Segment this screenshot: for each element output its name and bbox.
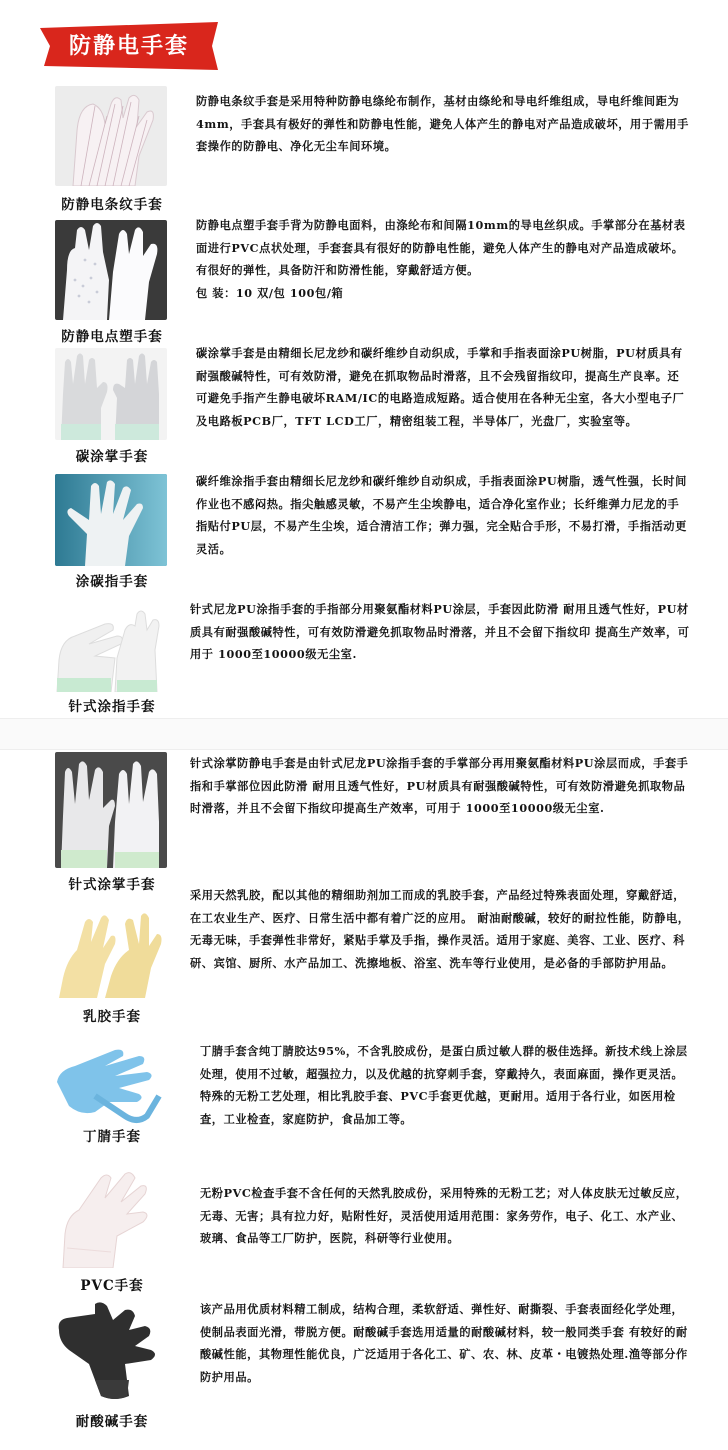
packaging-text: 包 装：10 双/包 100包/箱 bbox=[196, 285, 344, 300]
description-text: 针式尼龙PU涂指手套的手指部分用聚氨酯材料PU涂层，手套因此防滑 耐用且透气性好，PU材质具有耐强酸碱特性，可有效防滑避免抓取物品时滑落，并且不会留下指纹印 提高生产效率，可用于 1000至10000级无尘室. bbox=[190, 602, 690, 661]
description-text: 针式涂掌防静电手套是由针式尼龙PU涂指手套的手掌部分再用聚氨酯材料PU涂层而成，手套手指和手掌部位因此防滑 耐用且透气性好，PU材质具有耐强酸碱特性，可有效防滑避免抓取物品时滑落，并且不会留下指纹印提高生产效率，可用于 1000至10000级无尘室. bbox=[190, 756, 689, 815]
product-description bbox=[196, 214, 690, 304]
product-description bbox=[200, 1298, 692, 1388]
product-name: 耐酸碱手套 bbox=[75, 1414, 149, 1430]
description-text: 防静电点塑手套手背为防静电面料，由涤纶布和间隔10mm的导电丝织成。手掌部分在基材表面进行PVC点状处理，手套套具有很好的防静电性能，避免人体产生的静电对产品造成破坏。有很好的弹性，具备防汗和防滑性能，穿戴舒适方便。 bbox=[196, 218, 686, 277]
product-description bbox=[190, 884, 692, 974]
section-divider bbox=[0, 718, 728, 750]
product-name: 针式涂掌手套 bbox=[68, 877, 156, 893]
product-name: 防静电条纹手套 bbox=[61, 197, 163, 213]
product-photo-acid bbox=[55, 1300, 167, 1402]
product-photo-pvc bbox=[55, 1168, 167, 1268]
product-description bbox=[200, 1182, 692, 1250]
product-name: 针式涂指手套 bbox=[68, 699, 156, 715]
product-name: 碳涂掌手套 bbox=[75, 449, 149, 465]
product-photo-carbon-palm bbox=[55, 348, 167, 440]
product-name: 丁腈手套 bbox=[83, 1129, 141, 1145]
product-description bbox=[196, 470, 690, 560]
product-name: 涂碳指手套 bbox=[75, 574, 149, 590]
description-text: 该产品用优质材料精工制成，结构合理，柔软舒适、弹性好、耐撕裂、手套表面经化学处理，使制品表面光滑，带脱方便。耐酸碱手套选用适量的耐酸碱材料，较一般同类手套 有较好的耐酸碱性能，其物理性能优良，广泛适用于各化工、矿、农、林、皮革・电镀热处理.渔等部分作防护用品。 bbox=[200, 1302, 688, 1384]
product-photo-dotted bbox=[55, 220, 167, 320]
description-text: 碳纤维涂指手套由精细长尼龙纱和碳纤维纱自动织成，手指表面涂PU树脂，透气性强，长时间作业也不感闷热。指尖触感灵敏，不易产生尘埃静电，适合净化室作业；长纤维弹力尼龙的手指贴付PU层，不易产生尘埃，适合清洁工作；弹力强，完全贴合手形，不易打滑，手指活动更灵活。 bbox=[196, 474, 687, 556]
product-photo-striped bbox=[55, 86, 167, 186]
product-photo-latex bbox=[55, 898, 167, 998]
product-description bbox=[190, 598, 692, 666]
product-photo-pu-palm bbox=[55, 752, 167, 868]
description-text: 采用天然乳胶，配以其他的精细助剂加工而成的乳胶手套，产品经过特殊表面处理，穿戴舒适，在工农业生产、医疗、日常生活中都有着广泛的应用。 耐油耐酸碱，较好的耐拉性能，防静电，无毒无味，手套弹性非常好，紧贴手掌及手指，操作灵活。适用于家庭、美容、工业、医疗、科研、宾馆、厨所、水产品加工、洗擦地板、浴室、洗车等行业使用，是必备的手部防护用品。 bbox=[190, 888, 690, 970]
product-name: PVC手套 bbox=[80, 1278, 144, 1294]
product-description bbox=[196, 342, 690, 432]
description-text: 防静电条纹手套是采用特种防静电绦纶布制作，基材由绦纶和导电纤维组成，导电纤维间距为4mm，手套具有极好的弹性和防静电性能，避免人体产生的静电对产品造成破坏，用于需用手套操作的防静电、净化无尘车间环境。 bbox=[196, 94, 689, 153]
product-description bbox=[196, 90, 690, 158]
page-title: 防静电手套 bbox=[68, 33, 189, 59]
product-photo-nitrile bbox=[55, 1036, 167, 1126]
description-text: 丁腈手套含纯丁腈胶达95%，不含乳胶成份，是蛋白质过敏人群的极佳选择。新技术线上涂层处理，使用不过敏，超强拉力，以及优越的抗穿刺手套，穿戴持久，表面麻面，操作更灵活。特殊的无粉工艺处理，相比乳胶手套、PVC手套更优越，更耐用。适用于各行业，如医用检查，工业检查，家庭防护，食品加工等。 bbox=[200, 1044, 688, 1126]
product-description bbox=[200, 1040, 692, 1130]
product-name: 乳胶手套 bbox=[83, 1009, 141, 1025]
description-text: 无粉PVC检查手套不含任何的天然乳胶成份，采用特殊的无粉工艺；对人体皮肤无过敏反应，无毒、无害；具有拉力好，贴附性好，灵活使用适用范围：家务劳作，电子、化工、水产业、玻璃、食品等工厂防护，医院，科研等行业使用。 bbox=[200, 1186, 688, 1245]
product-photo-pu-finger bbox=[55, 600, 167, 692]
product-photo-carbon-finger bbox=[55, 474, 167, 566]
title-banner bbox=[40, 22, 218, 70]
product-description bbox=[190, 752, 692, 820]
product-name: 防静电点塑手套 bbox=[61, 329, 163, 345]
description-text: 碳涂掌手套是由精细长尼龙纱和碳纤维纱自动织成，手掌和手指表面涂PU树脂，PU材质具有耐强酸碱特性，可有效防滑，避免在抓取物品时滑落，且不会残留指纹印，提高生产良率。还可避免手指产生静电破坏RAM/IC的电路造成短路。适合使用在各种无尘室，各大小型电子厂及电路板PCB厂，TFT LCD工厂，精密组装工程，半导体厂，光盘厂，实验室等。 bbox=[196, 346, 685, 428]
